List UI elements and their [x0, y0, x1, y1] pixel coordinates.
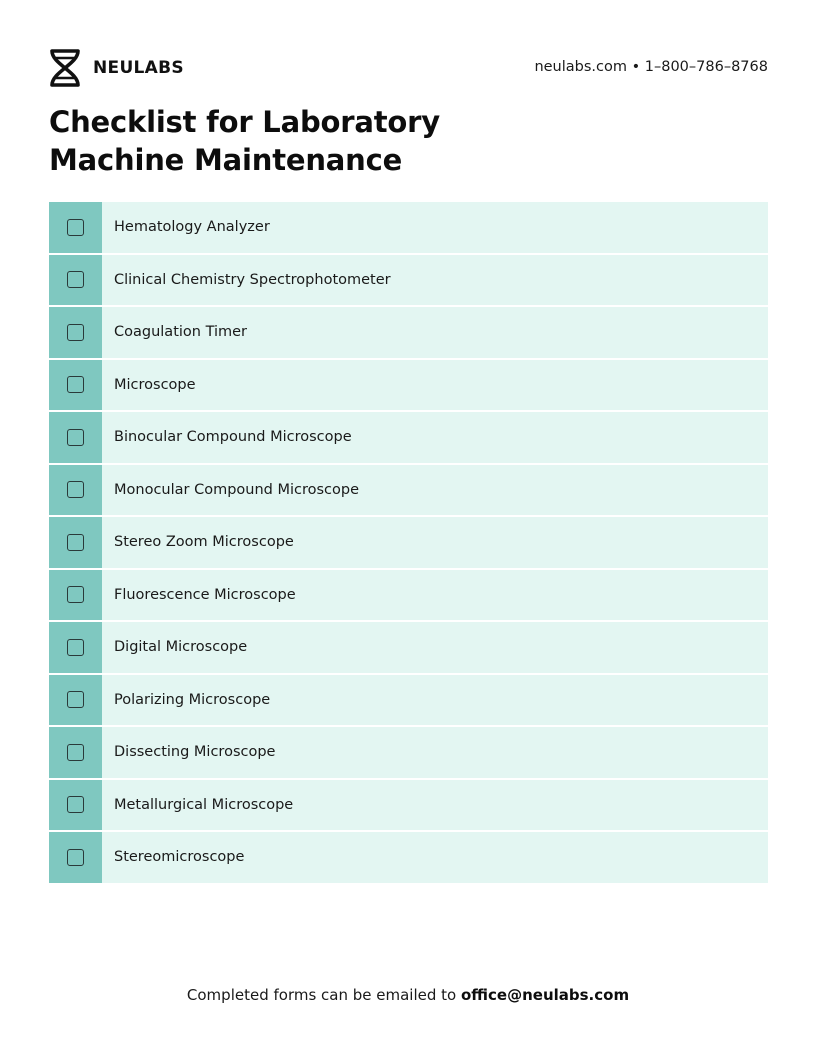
checkbox[interactable]	[67, 219, 84, 236]
checklist-item-label: Fluorescence Microscope	[102, 570, 768, 621]
page-title	[49, 103, 440, 179]
checklist-row	[49, 675, 768, 726]
checklist-item-label: Microscope	[102, 360, 768, 411]
checkbox-cell[interactable]	[49, 307, 102, 358]
checklist-row	[49, 570, 768, 621]
brand-logo[interactable]	[49, 47, 184, 89]
checklist-item-label: Binocular Compound Microscope	[102, 412, 768, 463]
checkbox[interactable]	[67, 849, 84, 866]
maintenance-checklist	[49, 202, 768, 885]
checkbox[interactable]	[67, 481, 84, 498]
checklist-row	[49, 360, 768, 411]
checkbox-cell[interactable]	[49, 727, 102, 778]
footer-note	[0, 986, 816, 1004]
checkbox-cell[interactable]	[49, 675, 102, 726]
brand-name: NEULABS	[93, 58, 184, 78]
checkbox[interactable]	[67, 586, 84, 603]
checkbox-cell[interactable]	[49, 202, 102, 253]
checklist-item-label: Clinical Chemistry Spectrophotometer	[102, 255, 768, 306]
checkbox-cell[interactable]	[49, 780, 102, 831]
checkbox-cell[interactable]	[49, 360, 102, 411]
checklist-item-label: Hematology Analyzer	[102, 202, 768, 253]
checkbox[interactable]	[67, 324, 84, 341]
page-title-line-1: Checklist for Laboratory	[49, 105, 440, 139]
checklist-row	[49, 465, 768, 516]
checklist-row	[49, 622, 768, 673]
checklist-row	[49, 202, 768, 253]
checkbox[interactable]	[67, 639, 84, 656]
checkbox-cell[interactable]	[49, 517, 102, 568]
checklist-row	[49, 517, 768, 568]
checklist-row	[49, 307, 768, 358]
checkbox-cell[interactable]	[49, 412, 102, 463]
checklist-item-label: Dissecting Microscope	[102, 727, 768, 778]
footer-text: Completed forms can be emailed to	[186, 986, 457, 1004]
checkbox-cell[interactable]	[49, 570, 102, 621]
checkbox-cell[interactable]	[49, 622, 102, 673]
checkbox-cell[interactable]	[49, 255, 102, 306]
checkbox[interactable]	[67, 271, 84, 288]
checkbox[interactable]	[67, 534, 84, 551]
checklist-row	[49, 255, 768, 306]
checklist-item-label: Polarizing Microscope	[102, 675, 768, 726]
checklist-row	[49, 412, 768, 463]
checkbox-cell[interactable]	[49, 832, 102, 883]
checklist-item-label: Coagulation Timer	[102, 307, 768, 358]
checklist-item-label: Digital Microscope	[102, 622, 768, 673]
checkbox[interactable]	[67, 376, 84, 393]
contact-info: neulabs.com • 1–800–786–8768	[534, 59, 768, 75]
checklist-row	[49, 832, 768, 883]
contact-email-link[interactable]: office@neulabs.com	[461, 986, 630, 1004]
checkbox[interactable]	[67, 796, 84, 813]
checkbox-cell[interactable]	[49, 465, 102, 516]
checkbox[interactable]	[67, 744, 84, 761]
checklist-row	[49, 727, 768, 778]
checklist-item-label: Metallurgical Microscope	[102, 780, 768, 831]
page-title-line-2: Machine Maintenance	[49, 143, 403, 177]
checklist-item-label: Monocular Compound Microscope	[102, 465, 768, 516]
checkbox[interactable]	[67, 691, 84, 708]
dna-icon	[49, 48, 81, 88]
checkbox[interactable]	[67, 429, 84, 446]
checklist-row	[49, 780, 768, 831]
checklist-item-label: Stereomicroscope	[102, 832, 768, 883]
checklist-item-label: Stereo Zoom Microscope	[102, 517, 768, 568]
page-header	[49, 47, 768, 89]
